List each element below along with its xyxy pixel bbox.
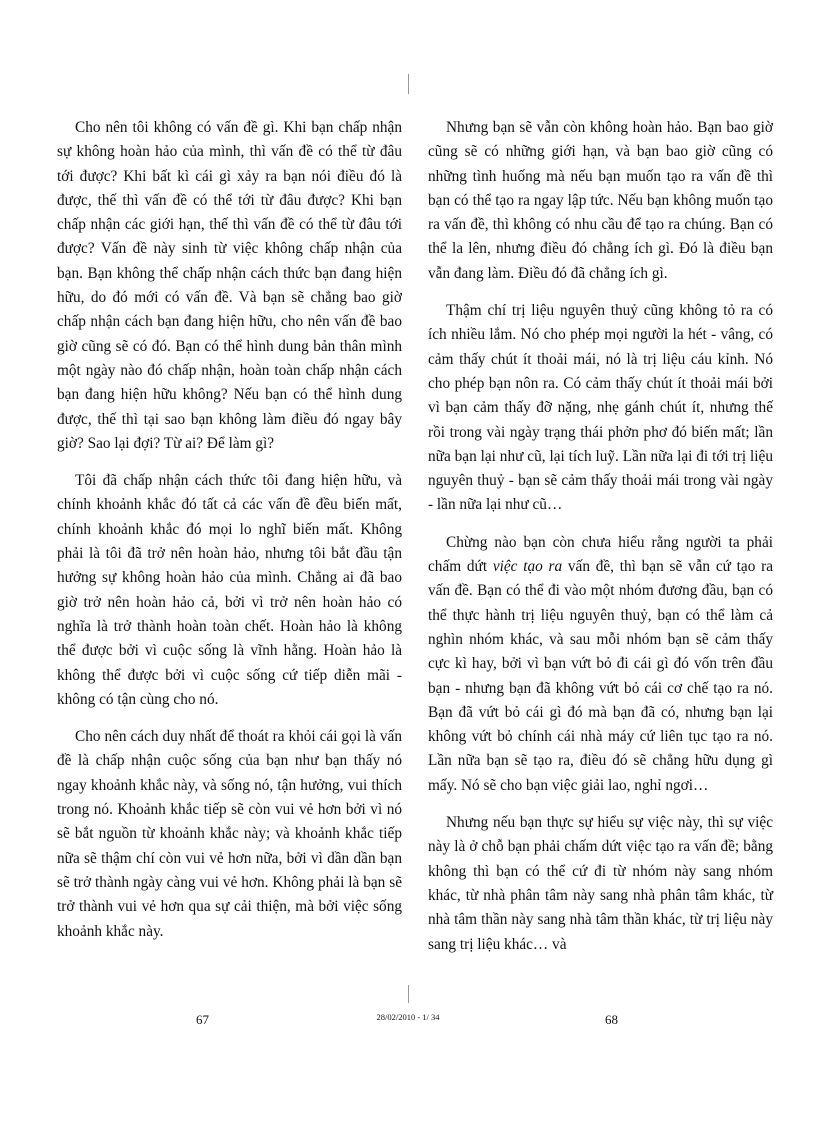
right-page-text-column <box>428 116 773 970</box>
left-page-number: 67 <box>196 1012 209 1027</box>
right-paragraph-3-emphasis: việc tạo ra <box>492 558 563 576</box>
page-fold-line-bottom <box>408 985 409 1003</box>
right-page-number: 68 <box>605 1012 618 1027</box>
left-paragraph-1: Cho nên tôi không có vấn đề gì. Khi bạn chấp nhận sự không hoàn hảo của mình, thì vấn đề có thể từ đâu tới được? Khi bất kì cái gì xảy ra bạn nói điều đó là được, thế thì vấn đề có thể tới từ đâu được? Khi bạn chấp nhận các giới hạn, thế thì vấn đề có thể từ đâu tới được? Vấn đề này sinh từ việc không chấp nhận của bạn. Bạn không thể chấp nhận cách thức bạn đang hiện hữu, do đó mới có vấn đề. Và bạn sẽ chẳng bao giờ chấp nhận cách bạn đang hiện hữu, cho nên vấn đề bao giờ cũng sẽ có đó. Bạn có thể hình dung bản thân mình một ngày nào đó chấp nhận, hoàn toàn chấp nhận cách bạn đang hiện hữu không? Nếu bạn có thể hình dung được, thế thì tại sao bạn không làm điều đó ngay bây giờ? Sao lại đợi? Từ ai? Để làm gì? <box>57 119 402 452</box>
right-paragraph-1: Nhưng bạn sẽ vẫn còn không hoàn hảo. Bạn bao giờ cũng sẽ có những giới hạn, và bạn bao giờ cũng có những tình huống mà nếu bạn muốn tạo ra vấn đề thì bạn có thể tạo ra ngay lập tức. Nếu bạn không muốn tạo ra vấn đề, thì không có nhu cầu để tạo ra chúng. Bạn có thể la lên, nhưng điều đó chẳng ích gì. Đó là điều bạn vẫn đang làm. Điều đó đã chẳng ích gì. <box>428 119 773 282</box>
print-date-stamp: 28/02/2010 - 1/ 34 <box>376 1012 440 1022</box>
left-page-text-column <box>57 116 402 957</box>
left-paragraph-2: Tôi đã chấp nhận cách thức tôi đang hiện hữu, và chính khoảnh khắc đó tất cả các vấn đề đều biến mất, chính khoảnh khắc đó mọi lo nghĩ biến mất. Không phải là tôi đã trở nên hoàn hảo, nhưng tôi bắt đầu tận hưởng sự không hoàn hảo của mình. Chẳng ai đã bao giờ trở nên hoàn hảo cả, bởi vì trở nên hoàn hảo có nghĩa là trở thành hoàn toàn chết. Hoàn hảo là không thể được bởi vì cuộc sống là vĩnh hằng. Hoàn hảo là không thể được bởi vì cuộc sống cứ tiếp diễn mãi - không có tận cùng cho nó. <box>57 472 402 708</box>
right-paragraph-3 <box>428 531 773 798</box>
right-paragraph-3-end: vấn đề, thì bạn sẽ vẫn cứ tạo ra vấn đề. Bạn có thể đi vào một nhóm đương đầu, bạn có thể thực hành trị liệu nguyên thuỷ, bạn có thể làm cả nghìn nhóm khác, và sau mỗi nhóm bạn sẽ cảm thấy cực kì hay, bởi vì bạn vứt bỏ đi cái gì đó vốn trên đầu bạn - nhưng bạn đã không vứt bỏ cái cơ chế tạo ra nó. Bạn đã vứt bỏ cái gì đó mà bạn đã có, nhưng bạn lại không vứt bỏ chính cái nhà máy cứ liên tục tạo ra nó. Lần nữa bạn sẽ tạo ra, điều đó sẽ chẳng hữu dụng gì mấy. Nó sẽ cho bạn việc giải lao, nghỉ ngơi… <box>428 558 774 794</box>
page-fold-line-top <box>408 74 409 94</box>
right-paragraph-3-start: Chừng nào bạn còn chưa hiểu rằng người ta phải chấm dứt <box>428 533 773 576</box>
right-paragraph-4: Nhưng nếu bạn thực sự hiểu sự việc này, thì sự việc này là ở chỗ bạn phải chấm dứt việc tạo ra vấn đề; bằng không thì bạn có thể cứ đi từ nhóm này sang nhóm khác, từ nhà phân tâm này sang nhà phân tâm khác, từ nhà tâm thần này sang nhà tâm thần khác, từ trị liệu này sang trị liệu khác… và <box>428 814 773 953</box>
right-paragraph-2: Thậm chí trị liệu nguyên thuỷ cũng không tỏ ra có ích nhiều lắm. Nó cho phép mọi người la hét - vâng, có cảm thấy chút ít thoải mái, nó là trị liệu cáu kỉnh. Nó cho phép bạn nôn ra. Có cảm thấy chút ít thoải mái bởi vì bạn cảm thấy đỡ nặng, nhẹ gánh chút ít, nhưng thế rồi trong vài ngày trạng thái phởn phơ đó biến mất; lần nữa bạn lại như cũ, lại tích luỹ. Lần nữa lại đi tới trị liệu nguyên thuỷ - bạn sẽ cảm thấy thoải mái trong vài ngày - lần nữa lại như cũ… <box>428 302 773 514</box>
left-paragraph-3: Cho nên cách duy nhất để thoát ra khỏi cái gọi là vấn đề là chấp nhận cuộc sống của bạn như bạn thấy nó ngay khoảnh khắc này, và sống nó, tận hưởng, vui thích trong nó. Khoảnh khắc tiếp sẽ còn vui vẻ hơn bởi vì nó sẽ bắt nguồn từ khoảnh khắc này; và khoảnh khắc tiếp nữa sẽ thậm chí còn vui vẻ hơn nữa, bởi vì dần dần bạn sẽ trở thành ngày càng vui vẻ hơn. Không phải là bạn sẽ trở thành vui vẻ hơn qua sự cải thiện, mà bởi việc sống khoảnh khắc này. <box>57 728 402 940</box>
